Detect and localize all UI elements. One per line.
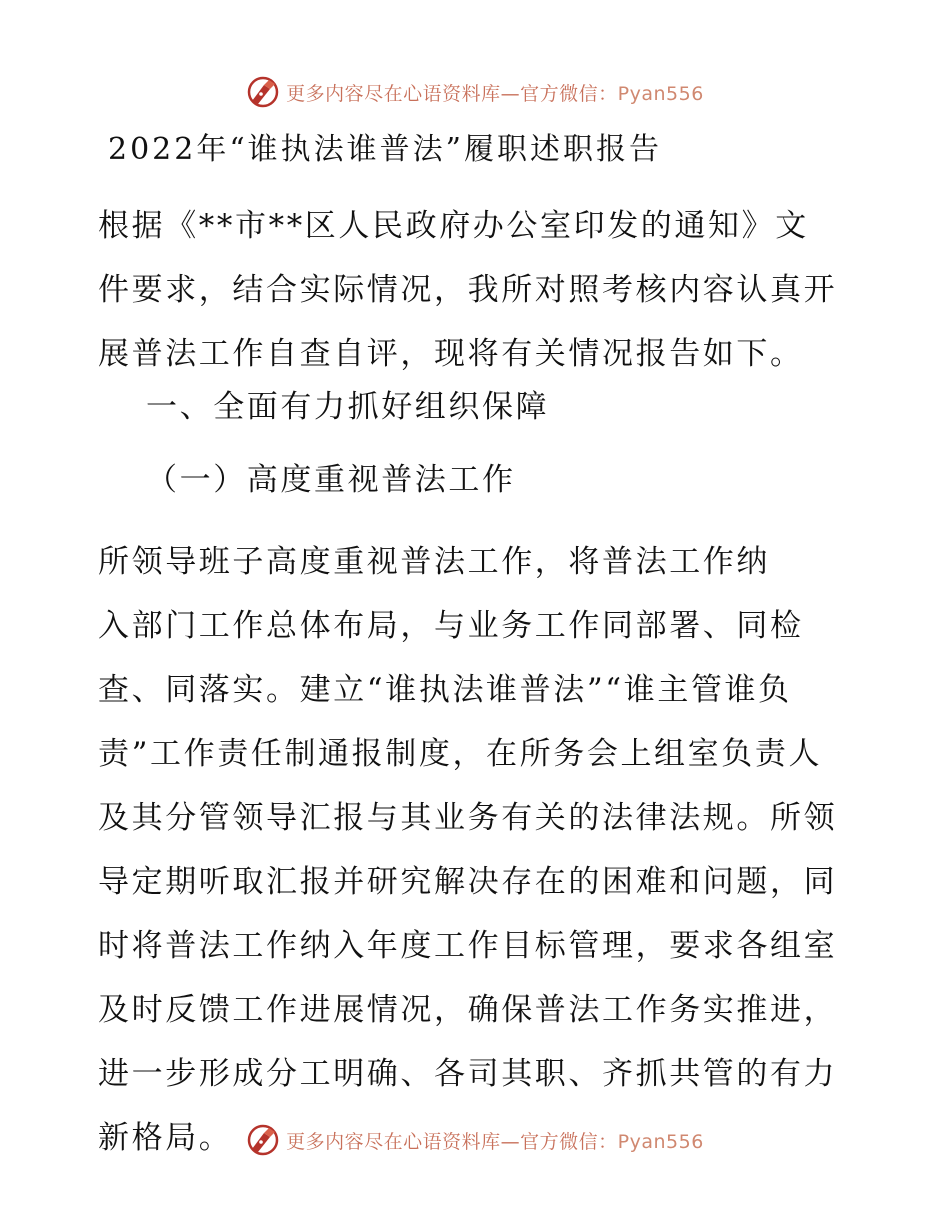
text-line: 查、同落实。建立“谁执法谁普法”“谁主管谁负 (98, 672, 792, 708)
text-line: 所领导班子高度重视普法工作，将普法工作纳 (98, 544, 770, 580)
banner-text: 更多内容尽在心语资料库—官方微信：Pyan556 (286, 1130, 704, 1153)
pen-nib-logo-icon (246, 75, 280, 109)
subsection-heading: （一）高度重视普法工作 (146, 462, 516, 498)
text-line: 及其分管领导汇报与其业务有关的法律法规。所领 (98, 800, 838, 836)
banner-text: 更多内容尽在心语资料库—官方微信：Pyan556 (286, 82, 704, 105)
text-line: 及时反馈工作进展情况，确保普法工作务实推进， (98, 992, 838, 1028)
text-line: 新格局。 (98, 1120, 233, 1156)
wechat-id: Pyan556 (617, 1130, 704, 1153)
footer-banner (0, 1118, 950, 1162)
body-paragraph (98, 530, 858, 1170)
text-line: 根据《**市**区人民政府办公室印发的通知》文 (98, 208, 809, 244)
pen-nib-logo-icon (246, 1123, 280, 1157)
wechat-id: Pyan556 (617, 82, 704, 105)
text-line: 导定期听取汇报并研究解决存在的困难和问题，同 (98, 864, 838, 900)
text-line: 展普法工作自查自评，现将有关情况报告如下。 (98, 336, 804, 372)
text-line: 时将普法工作纳入年度工作目标管理，要求各组室 (98, 928, 838, 964)
section-heading: 一、全面有力抓好组织保障 (146, 389, 550, 425)
document-title: 2022年“谁执法谁普法”履职述职报告 (108, 132, 663, 167)
intro-paragraph (98, 194, 858, 386)
text-line: 入部门工作总体布局，与业务工作同部署、同检 (98, 608, 804, 644)
text-line: 责”工作责任制通报制度，在所务会上组室负责人 (98, 736, 823, 772)
text-line: 件要求，结合实际情况，我所对照考核内容认真开 (98, 272, 838, 308)
header-banner (0, 70, 950, 114)
text-line: 进一步形成分工明确、各司其职、齐抓共管的有力 (98, 1056, 838, 1092)
